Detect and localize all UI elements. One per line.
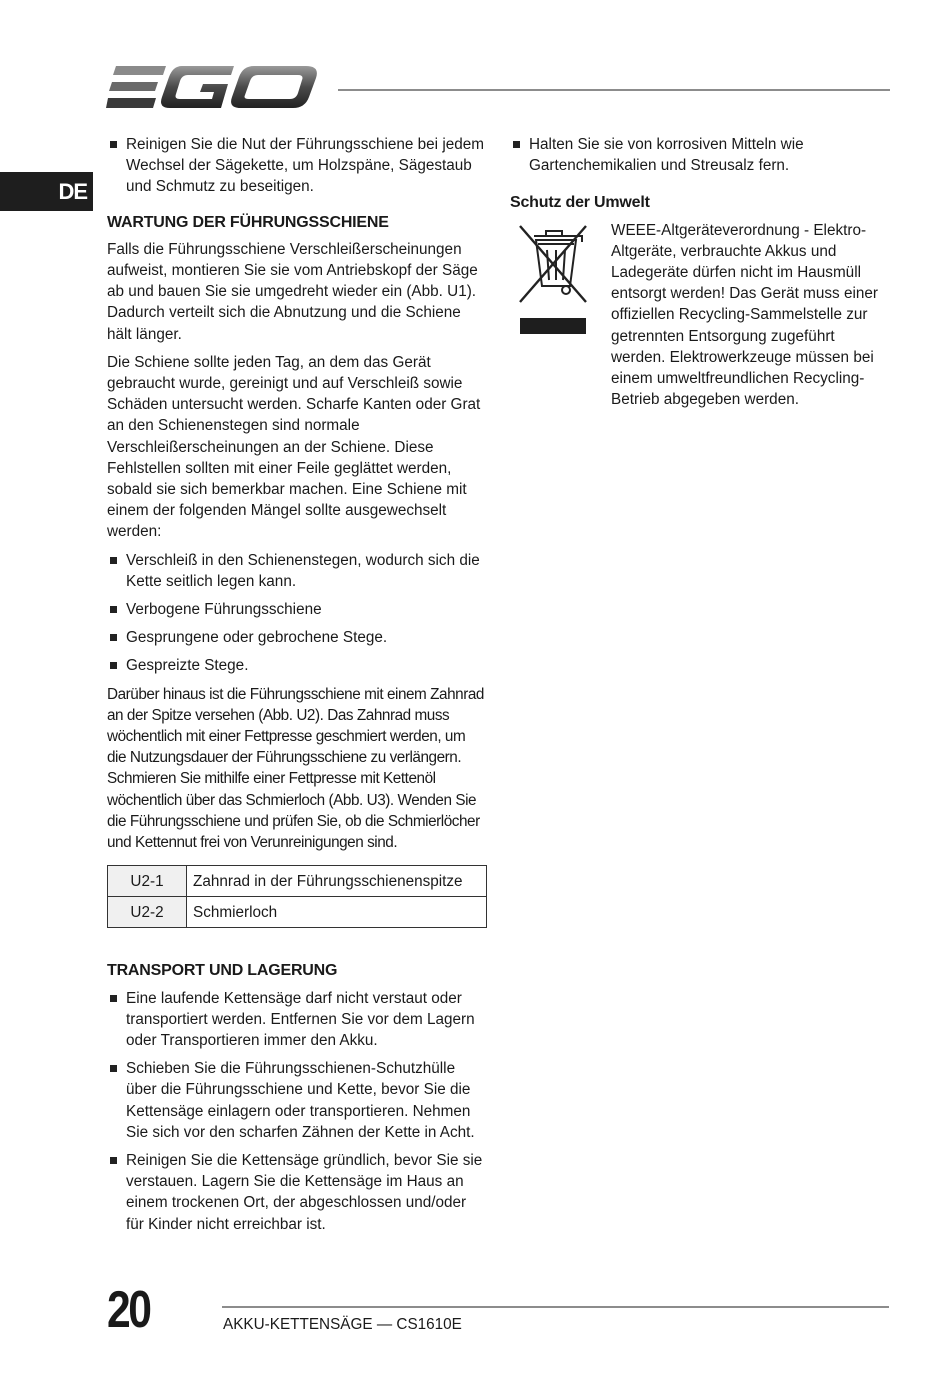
right-column <box>510 134 888 410</box>
header-rule <box>338 89 890 91</box>
list-item: Reinigen Sie die Nut der Führungsschiene bei jedem Wechsel der Sägekette, um Holzspäne, Sägestaub und Schmutz zu beseitigen. <box>107 134 488 198</box>
paragraph: Die Schiene sollte jeden Tag, an dem das Gerät gebraucht wurde, gereinigt und auf Verschleiß sowie Schäden untersucht werden. Scharfe Kanten oder Grat an den Schienenstegen sind normale Verschleißerscheinungen an der Schiene. Diese Fehlstellen sollten mit einer Feile geglättet werden, sobald sie sich bemerkbar machen. Eine Schiene mit einem der folgenden Mängel sollte ausgewechselt werden: <box>107 353 481 541</box>
list-item: Schieben Sie die Führungsschienen-Schutzhülle über die Führungsschiene und Kette, bevor Sie die Kettensäge einlagern oder transportieren. Nehmen Sie sich vor den scharfen Zähnen der Kette in Acht. <box>107 1058 488 1143</box>
page-number: 20 <box>107 1281 150 1339</box>
left-column <box>107 134 488 1242</box>
footer-title: AKKU-KETTENSÄGE — CS1610E <box>223 1316 462 1333</box>
weee-text: WEEE-Altgeräteverordnung - Elektro-Altgeräte, verbrauchte Akkus und Ladegeräte dürfen nicht im Hausmüll entsorgt werden! Das Gerät muss einer offiziellen Recycling-Sammelstelle zur getrennten Entsorgung zugeführt werden. Elektrowerkzeuge müssen bei einem umweltfreundlichen Recycling-Betrieb abgegeben werden. <box>611 221 878 409</box>
crossed-out-wheelie-bin-icon <box>516 222 590 338</box>
table-row <box>108 866 487 897</box>
section-heading-environment: Schutz der Umwelt <box>510 194 650 212</box>
reference-table <box>107 865 487 928</box>
language-tab: DE <box>0 172 93 211</box>
table-cell-label: Zahnrad in der Führungsschienenspitze <box>187 866 487 897</box>
table-cell-code: U2-1 <box>108 866 187 897</box>
list-item: Halten Sie sie von korrosiven Mitteln wie Gartenchemikalien und Streusalz fern. <box>510 134 888 176</box>
table-row <box>108 897 487 928</box>
list-item: Reinigen Sie die Kettensäge gründlich, bevor Sie sie verstauen. Lagern Sie die Kettensäge im Haus an einem trockenen Ort, der abgeschlossen und/oder für Kinder nicht erreichbar ist. <box>107 1150 488 1235</box>
section-heading-transport: TRANSPORT UND LAGERUNG <box>107 962 338 980</box>
weee-notice <box>510 220 888 411</box>
paragraph: Falls die Führungsschiene Verschleißerscheinungen aufweist, montieren Sie sie vom Antriebskopf der Säge ab und bauen Sie sie umgedreht wieder ein (Abb. U1). Dadurch verteilt sich die Abnutzung und die Schiene hält länger. <box>107 240 478 343</box>
ego-logo <box>106 62 320 114</box>
list-item: Verschleiß in den Schienenstegen, wodurch sich die Kette seitlich legen kann. <box>107 550 488 592</box>
list-item: Verbogene Führungsschiene <box>107 599 488 620</box>
table-cell-code: U2-2 <box>108 897 187 928</box>
footer-rule <box>222 1306 889 1308</box>
list-item: Gespreizte Stege. <box>107 655 488 676</box>
list-item: Gesprungene oder gebrochene Stege. <box>107 627 488 648</box>
list-item: Eine laufende Kettensäge darf nicht verstaut oder transportiert werden. Entfernen Sie vor dem Lagern oder Transportieren immer den Akku. <box>107 988 488 1052</box>
section-heading-bar-maintenance: WARTUNG DER FÜHRUNGSSCHIENE <box>107 213 389 231</box>
table-cell-label: Schmierloch <box>187 897 487 928</box>
paragraph: Darüber hinaus ist die Führungsschiene mit einem Zahnrad an der Spitze versehen (Abb. U2). Das Zahnrad muss wöchentlich mit einer Fettpresse geschmiert werden, um die Nutzungsdauer der Führungsschiene zu verlängern. Schmieren Sie mithilfe einer Fettpresse mit Kettenöl wöchentlich über das Schmierloch (Abb. U3). Wenden Sie die Führungsschiene und prüfen Sie, ob die Schmierlöcher und Kettennut frei von Verunreinigungen sind. <box>107 685 484 852</box>
